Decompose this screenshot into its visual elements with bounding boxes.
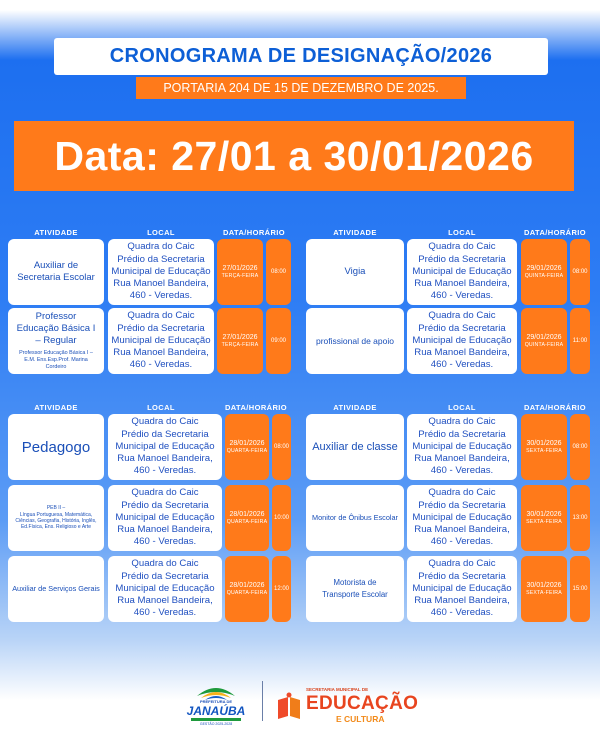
location-line: 460 - Veredas. [129, 359, 193, 371]
column-header-atividade: ATIVIDADE [333, 228, 377, 237]
date-cell [521, 556, 567, 622]
location-cell [108, 414, 222, 480]
activity-note: Língua Portuguesa, Matemática, Ciências, Geografia, História, Inglês, Ed.Física, Ens. Religioso e Arte [15, 511, 97, 531]
subtitle-portaria: PORTARIA 204 DE 15 DE DEZEMBRO DE 2025. [136, 77, 466, 99]
location-line: Quadra do Caic [131, 487, 199, 499]
date-cell [521, 414, 567, 480]
date-cell [217, 239, 263, 305]
location-line: Rua Manoel Bandeira, [414, 595, 510, 607]
date-value: 28/01/2026 [229, 511, 265, 518]
activity-cell [8, 414, 104, 480]
time-value: 10:00 [273, 515, 289, 521]
location-line: 460 - Veredas. [430, 290, 494, 302]
time-cell [272, 485, 291, 551]
footer-divider [262, 681, 263, 721]
location-line: Prédio da Secretaria [121, 499, 209, 511]
location-cell [407, 485, 517, 551]
activity-name: Auxiliar de classe [312, 441, 398, 453]
location-line: Prédio da Secretaria [418, 253, 506, 265]
date-cell [521, 485, 567, 551]
location-cell [108, 239, 214, 305]
time-cell [266, 308, 291, 374]
activity-name: PEB II – [46, 505, 66, 512]
location-line: Prédio da Secretaria [418, 428, 506, 440]
date-value: 29/01/2026 [526, 265, 562, 272]
activity-cell [306, 485, 404, 551]
location-line: Rua Manoel Bandeira, [414, 524, 510, 536]
activity-name: Auxiliar de Serviços Gerais [12, 584, 100, 593]
page-title: CRONOGRAMA DE DESIGNAÇÃO/2026 [54, 38, 548, 75]
location-line: Quadra do Caic [428, 310, 496, 322]
column-header-data-horario: DATA/HORÁRIO [224, 403, 288, 412]
time-cell [266, 239, 291, 305]
weekday-value: QUINTA-FEIRA [524, 273, 564, 279]
column-header-local: LOCAL [147, 228, 175, 237]
location-line: Quadra do Caic [428, 487, 496, 499]
location-line: Prédio da Secretaria [418, 322, 506, 334]
location-line: Municipal de Educação [115, 440, 215, 452]
location-cell [108, 556, 222, 622]
location-line: Rua Manoel Bandeira, [117, 524, 213, 536]
location-line: Municipal de Educação [111, 265, 211, 277]
location-line: 460 - Veredas. [133, 465, 197, 477]
activity-name: Vigia [344, 266, 366, 277]
location-line: 460 - Veredas. [133, 536, 197, 548]
activity-cell [306, 556, 404, 622]
educacao-subtitle: E CULTURA [336, 714, 385, 724]
janauba-top-text: PREFEITURA DE [199, 699, 233, 704]
activity-name: Pedagogo [21, 438, 91, 456]
activity-cell [8, 239, 104, 305]
location-cell [108, 308, 214, 374]
weekday-value: QUARTA-FEIRA [226, 448, 268, 454]
time-value: 09:00 [270, 338, 286, 344]
activity-note: Professor Educação Básica I – E.M. Ens.Esp.Prof. Marina Cordeiro [19, 350, 93, 370]
date-value: 27/01/2026 [222, 265, 258, 272]
location-line: Prédio da Secretaria [117, 253, 205, 265]
weekday-value: TERÇA-FEIRA [221, 342, 259, 348]
weekday-value: QUINTA-FEIRA [524, 342, 564, 348]
location-line: 460 - Veredas. [430, 359, 494, 371]
date-cell [225, 485, 269, 551]
weekday-value: SEXTA-FEIRA [526, 519, 562, 525]
time-cell [570, 414, 590, 480]
time-cell [272, 414, 291, 480]
janauba-logo [183, 682, 249, 726]
activity-cell [8, 556, 104, 622]
location-line: Prédio da Secretaria [121, 570, 209, 582]
activity-cell [306, 308, 404, 374]
book-icon [276, 692, 302, 720]
weekday-value: SEXTA-FEIRA [526, 448, 562, 454]
time-cell [570, 485, 590, 551]
time-value: 08:00 [273, 444, 289, 450]
location-line: Municipal de Educação [412, 334, 512, 346]
location-line: Municipal de Educação [412, 265, 512, 277]
column-header-data-horario: DATA/HORÁRIO [222, 228, 286, 237]
location-line: Municipal de Educação [412, 440, 512, 452]
time-value: 13:00 [572, 515, 588, 521]
location-line: 460 - Veredas. [133, 607, 197, 619]
location-line: Rua Manoel Bandeira, [113, 278, 209, 290]
location-line: 460 - Veredas. [430, 607, 494, 619]
time-cell [570, 556, 590, 622]
date-range-banner: Data: 27/01 a 30/01/2026 [14, 121, 574, 191]
weekday-value: SEXTA-FEIRA [526, 590, 562, 596]
location-line: Quadra do Caic [428, 416, 496, 428]
column-header-atividade: ATIVIDADE [34, 228, 78, 237]
location-line: Municipal de Educação [111, 334, 211, 346]
activity-name: profissional de apoio [316, 336, 394, 346]
date-value: 28/01/2026 [229, 582, 265, 589]
location-cell [407, 556, 517, 622]
location-line: Quadra do Caic [131, 558, 199, 570]
activity-cell [8, 485, 104, 551]
column-header-local: LOCAL [448, 403, 476, 412]
location-line: Rua Manoel Bandeira, [117, 595, 213, 607]
location-line: Quadra do Caic [428, 558, 496, 570]
column-header-local: LOCAL [448, 228, 476, 237]
time-cell [570, 308, 590, 374]
location-line: Rua Manoel Bandeira, [414, 453, 510, 465]
janauba-bottom-text: GESTÃO 2025-2028 [199, 722, 233, 726]
location-line: 460 - Veredas. [430, 536, 494, 548]
time-value: 08:00 [572, 269, 588, 275]
location-cell [407, 239, 517, 305]
time-cell [272, 556, 291, 622]
date-cell [521, 308, 567, 374]
activity-name: Monitor de Ônibus Escolar [312, 513, 398, 522]
location-cell [407, 414, 517, 480]
time-value: 15:00 [572, 586, 588, 592]
weekday-value: TERÇA-FEIRA [221, 273, 259, 279]
date-value: 29/01/2026 [526, 334, 562, 341]
location-line: Rua Manoel Bandeira, [414, 347, 510, 359]
location-line: Prédio da Secretaria [117, 322, 205, 334]
location-line: 460 - Veredas. [129, 290, 193, 302]
activity-name: Auxiliar de Secretaria Escolar [17, 260, 95, 283]
location-line: Municipal de Educação [115, 582, 215, 594]
janauba-stripe [191, 718, 241, 721]
column-header-data-horario: DATA/HORÁRIO [523, 228, 587, 237]
date-value: 30/01/2026 [526, 440, 562, 447]
column-header-data-horario: DATA/HORÁRIO [523, 403, 587, 412]
location-line: Rua Manoel Bandeira, [117, 453, 213, 465]
activity-cell [8, 308, 104, 374]
location-line: Rua Manoel Bandeira, [414, 278, 510, 290]
weekday-value: QUARTA-FEIRA [226, 519, 268, 525]
column-header-atividade: ATIVIDADE [333, 403, 377, 412]
date-value: 28/01/2026 [229, 440, 265, 447]
janauba-name: JANAÚBA [186, 704, 246, 718]
date-cell [521, 239, 567, 305]
activity-cell [306, 414, 404, 480]
activity-cell [306, 239, 404, 305]
location-line: Quadra do Caic [127, 310, 195, 322]
location-line: Quadra do Caic [127, 241, 195, 253]
location-line: Prédio da Secretaria [418, 499, 506, 511]
location-line: Prédio da Secretaria [121, 428, 209, 440]
date-value: 30/01/2026 [526, 511, 562, 518]
location-line: Municipal de Educação [412, 511, 512, 523]
date-value: 27/01/2026 [222, 334, 258, 341]
location-cell [407, 308, 517, 374]
location-line: Rua Manoel Bandeira, [113, 347, 209, 359]
location-cell [108, 485, 222, 551]
time-value: 08:00 [572, 444, 588, 450]
date-cell [217, 308, 263, 374]
educacao-title: EDUCAÇÃO [306, 693, 419, 714]
educacao-top-text: SECRETARIA MUNICIPAL DE [306, 687, 369, 692]
location-line: Municipal de Educação [115, 511, 215, 523]
column-header-local: LOCAL [147, 403, 175, 412]
location-line: 460 - Veredas. [430, 465, 494, 477]
column-header-atividade: ATIVIDADE [34, 403, 78, 412]
date-value: 30/01/2026 [526, 582, 562, 589]
location-line: Municipal de Educação [412, 582, 512, 594]
time-value: 12:00 [273, 586, 289, 592]
location-line: Quadra do Caic [428, 241, 496, 253]
date-cell [225, 414, 269, 480]
time-cell [570, 239, 590, 305]
date-cell [225, 556, 269, 622]
location-line: Prédio da Secretaria [418, 570, 506, 582]
educacao-logo [276, 686, 419, 726]
weekday-value: QUARTA-FEIRA [226, 590, 268, 596]
time-value: 11:00 [572, 338, 588, 344]
activity-name: Professor Educação Básica I – Regular [16, 311, 96, 346]
location-line: Quadra do Caic [131, 416, 199, 428]
time-value: 08:00 [270, 269, 286, 275]
activity-name: Motorista de Transporte Escolar [322, 578, 388, 599]
